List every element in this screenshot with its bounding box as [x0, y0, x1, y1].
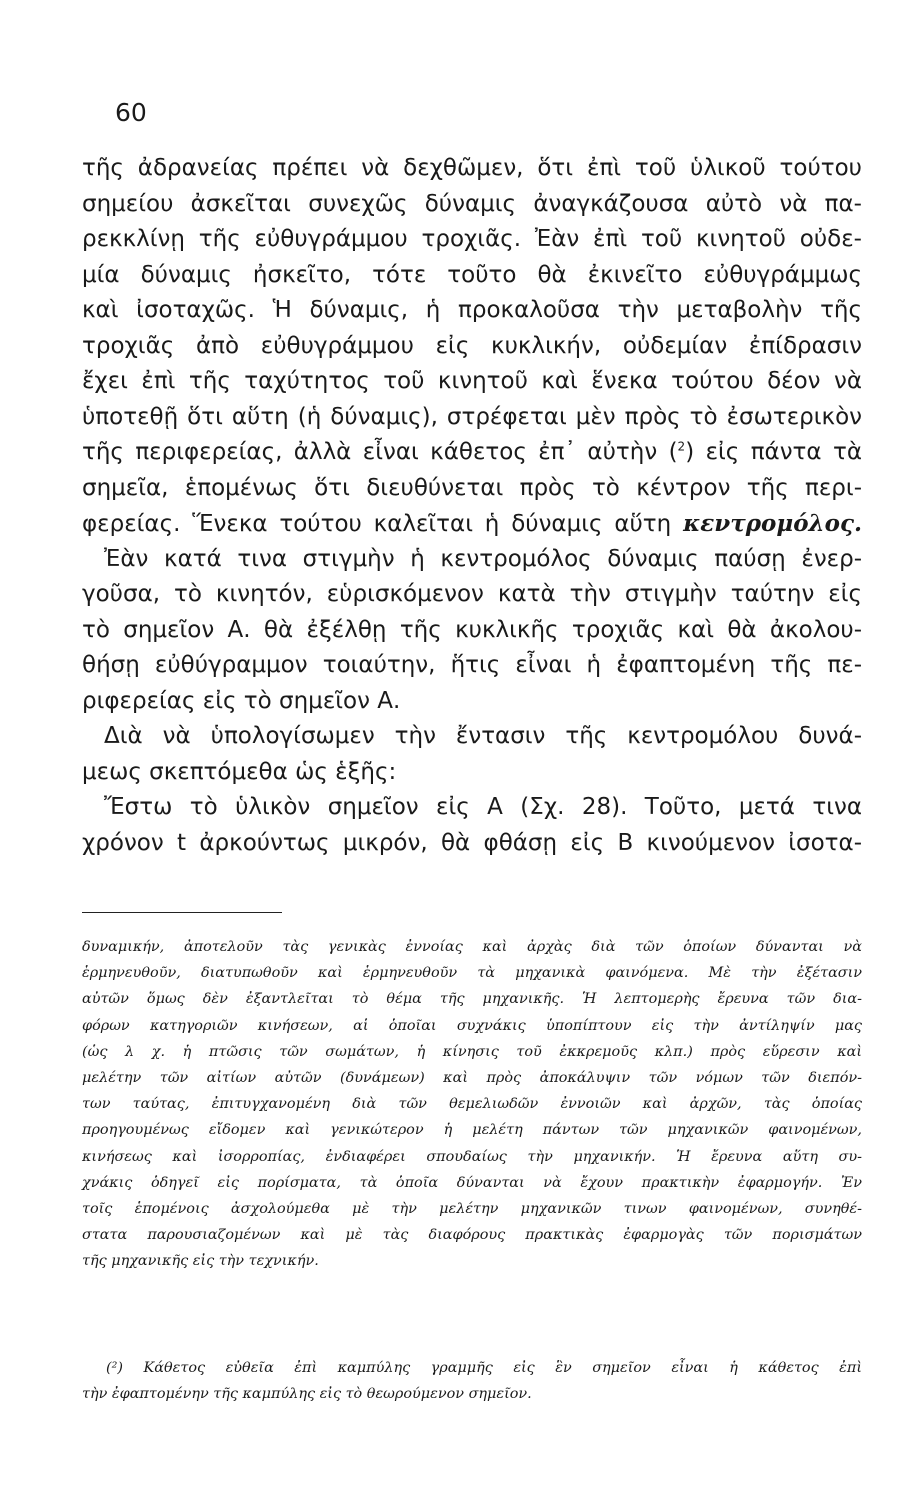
term-emphasis: κεντρομόλος.	[683, 510, 863, 537]
footnote-line: χνάκις ὁδηγεῖ εἰς πορίσματα, τὰ ὁποῖα δύνανται νὰ ἔχουν πρακτικὴν ἐφαρμογήν. Ἐν	[82, 1174, 862, 1191]
text-segment: τῆς περιφερείας, ἀλλὰ εἶναι κάθετος ἐπ᾽ αὐτὴν (	[82, 439, 678, 465]
footnote-marker: (²)	[106, 1360, 123, 1376]
footnote-line: φόρων κατηγοριῶν κινήσεων, αἱ ὁποῖαι συχνάκις ὑποπίπτουν εἰς τὴν ἀντίληψίν μας	[82, 1017, 862, 1034]
text-line: Διὰ νὰ ὑπολογίσωμεν τὴν ἔντασιν τῆς κεντρομόλου δυνά-	[104, 723, 862, 749]
footnote-line: μελέτην τῶν αἰτίων αὐτῶν (δυνάμεων) καὶ πρὸς ἀποκάλυψιν τῶν νόμων τῶν διεπόν-	[82, 1069, 862, 1086]
text-line: τὸ σημεῖον Α. θὰ ἐξέλθῃ τῆς κυκλικῆς τροχιᾶς καὶ θὰ ἀκολου-	[82, 616, 862, 643]
text-line: σημείου ἀσκεῖται συνεχῶς δύναμις ἀναγκάζουσα αὐτὸ νὰ πα-	[82, 190, 862, 217]
footnote-continuation	[82, 934, 862, 1274]
text-line: ἔχει ἐπὶ τῆς ταχύτητος τοῦ κινητοῦ καὶ ἕνεκα τούτου δέον νὰ	[82, 368, 862, 394]
text-segment: ) εἰς πάντα τὰ	[685, 439, 862, 465]
text-line: Ἔστω τὸ ὑλικὸν σημεῖον εἰς Α (Σχ. 28). Τοῦτο, μετά τινα	[104, 794, 862, 820]
text-line: μία δύναμις ἠσκεῖτο, τότε τοῦτο θὰ ἐκινεῖτο εὐθυγράμμως	[82, 261, 862, 288]
footnote-line: των ταύτας, ἐπιτυγχανομένη διὰ τῶν θεμελιωδῶν ἐννοιῶν καὶ ἀρχῶν, τὰς ὁποίας	[82, 1096, 862, 1113]
footnote-2	[82, 1355, 862, 1407]
text-line: Ἐὰν κατά τινα στιγμὴν ἡ κεντρομόλος δύναμις παύσῃ ἐνερ-	[104, 545, 862, 572]
text-segment: φερείας. Ἕνεκα τούτου καλεῖται ἡ δύναμις αὕτη	[82, 511, 672, 537]
text-line-with-term	[82, 506, 862, 542]
text-line: μεως σκεπτόμεθα ὡς ἑξῆς:	[82, 758, 397, 785]
text-line: γοῦσα, τὸ κινητόν, εὑρισκόμενον κατὰ τὴν στιγμὴν ταύτην εἰς	[82, 581, 862, 607]
footnote-line	[82, 1355, 862, 1381]
text-line: χρόνον t ἀρκούντως μικρόν, θὰ φθάσῃ εἰς Β κινούμενον ἰσοτα-	[82, 829, 862, 856]
footnote-line: στατα παρουσιαζομένων καὶ μὲ τὰς διαφόρους πρακτικὰς ἐφαρμογὰς τῶν πορισμάτων	[82, 1227, 862, 1244]
footnote-line: αὐτῶν ὅμως δὲν ἐξαντλεῖται τὸ θέμα τῆς μηχανικῆς. Ἡ λεπτομερὴς ἔρευνα τῶν δια-	[82, 991, 862, 1008]
footnote-line: τῆς μηχανικῆς εἰς τὴν τεχνικήν.	[82, 1253, 319, 1270]
footnote-line: κινήσεως καὶ ἰσορροπίας, ἐνδιαφέρει σπουδαίως τὴν μηχανικήν. Ἡ ἔρευνα αὕτη συ-	[82, 1148, 862, 1165]
footnote-line: δυναμικήν, ἀποτελοῦν τὰς γενικὰς ἐννοίας καὶ ἀρχὰς διὰ τῶν ὁποίων δύνανται νὰ	[82, 939, 862, 955]
footnote-line: (ὡς λ χ. ἡ πτῶσις τῶν σωμάτων, ἡ κίνησις τοῦ ἐκκρεμοῦς κλπ.) πρὸς εὕρεσιν καὶ	[82, 1043, 862, 1060]
footnote-line: ἑρμηνευθοῦν, διατυπωθοῦν καὶ ἑρμηνευθοῦν τὰ μηχανικὰ φαινόμενα. Μὲ τὴν ἐξέτασιν	[82, 965, 862, 982]
main-text	[82, 151, 862, 861]
text-line: τῆς ἀδρανείας πρέπει νὰ δεχθῶμεν, ὅτι ἐπὶ τοῦ ὑλικοῦ τούτου	[82, 155, 862, 181]
footnote-text: Κάθετος εὐθεῖα ἐπὶ καμπύλης γραμμῆς εἰς ἓν σημεῖον εἶναι ἡ κάθετος ἐπὶ	[143, 1360, 862, 1376]
text-line: σημεῖα, ἑπομένως ὅτι διευθύνεται πρὸς τὸ κέντρον τῆς περι-	[82, 474, 862, 501]
text-line: καὶ ἰσοταχῶς. Ἡ δύναμις, ἡ προκαλοῦσα τὴν μεταβολὴν τῆς	[82, 297, 862, 323]
footnote-ref: 2	[677, 439, 686, 454]
footnote-separator	[82, 912, 282, 913]
text-line: τροχιᾶς ἀπὸ εὐθυγράμμου εἰς κυκλικήν, οὐδεμίαν ἐπίδρασιν	[82, 332, 862, 359]
footnote-line: τὴν ἐφαπτομένην τῆς καμπύλης εἰς τὸ θεωρούμενον σημεῖον.	[82, 1386, 532, 1403]
text-line: ρεκκλίνῃ τῆς εὐθυγράμμου τροχιᾶς. Ἐὰν ἐπὶ τοῦ κινητοῦ οὐδε-	[82, 226, 862, 252]
text-line: ὑποτεθῇ ὅτι αὕτη (ἡ δύναμις), στρέφεται μὲν πρὸς τὸ ἐσωτερικὸν	[82, 403, 862, 430]
text-line: ριφερείας εἰς τὸ σημεῖον Α.	[82, 687, 401, 714]
page-number: 60	[115, 98, 147, 127]
text-line: θήσῃ εὐθύγραμμον τοιαύτην, ἥτις εἶναι ἡ ἐφαπτομένη τῆς πε-	[82, 652, 862, 678]
footnote-line: τοῖς ἑπομένοις ἀσχολούμεθα μὲ τὴν μελέτην μηχανικῶν τινων φαινομένων, συνηθέ-	[82, 1200, 862, 1217]
footnote-line: προηγουμένως εἴδομεν καὶ γενικώτερον ἡ μελέτη πάντων τῶν μηχανικῶν φαινομένων,	[82, 1122, 862, 1139]
text-line-with-footnote-ref	[82, 435, 862, 471]
